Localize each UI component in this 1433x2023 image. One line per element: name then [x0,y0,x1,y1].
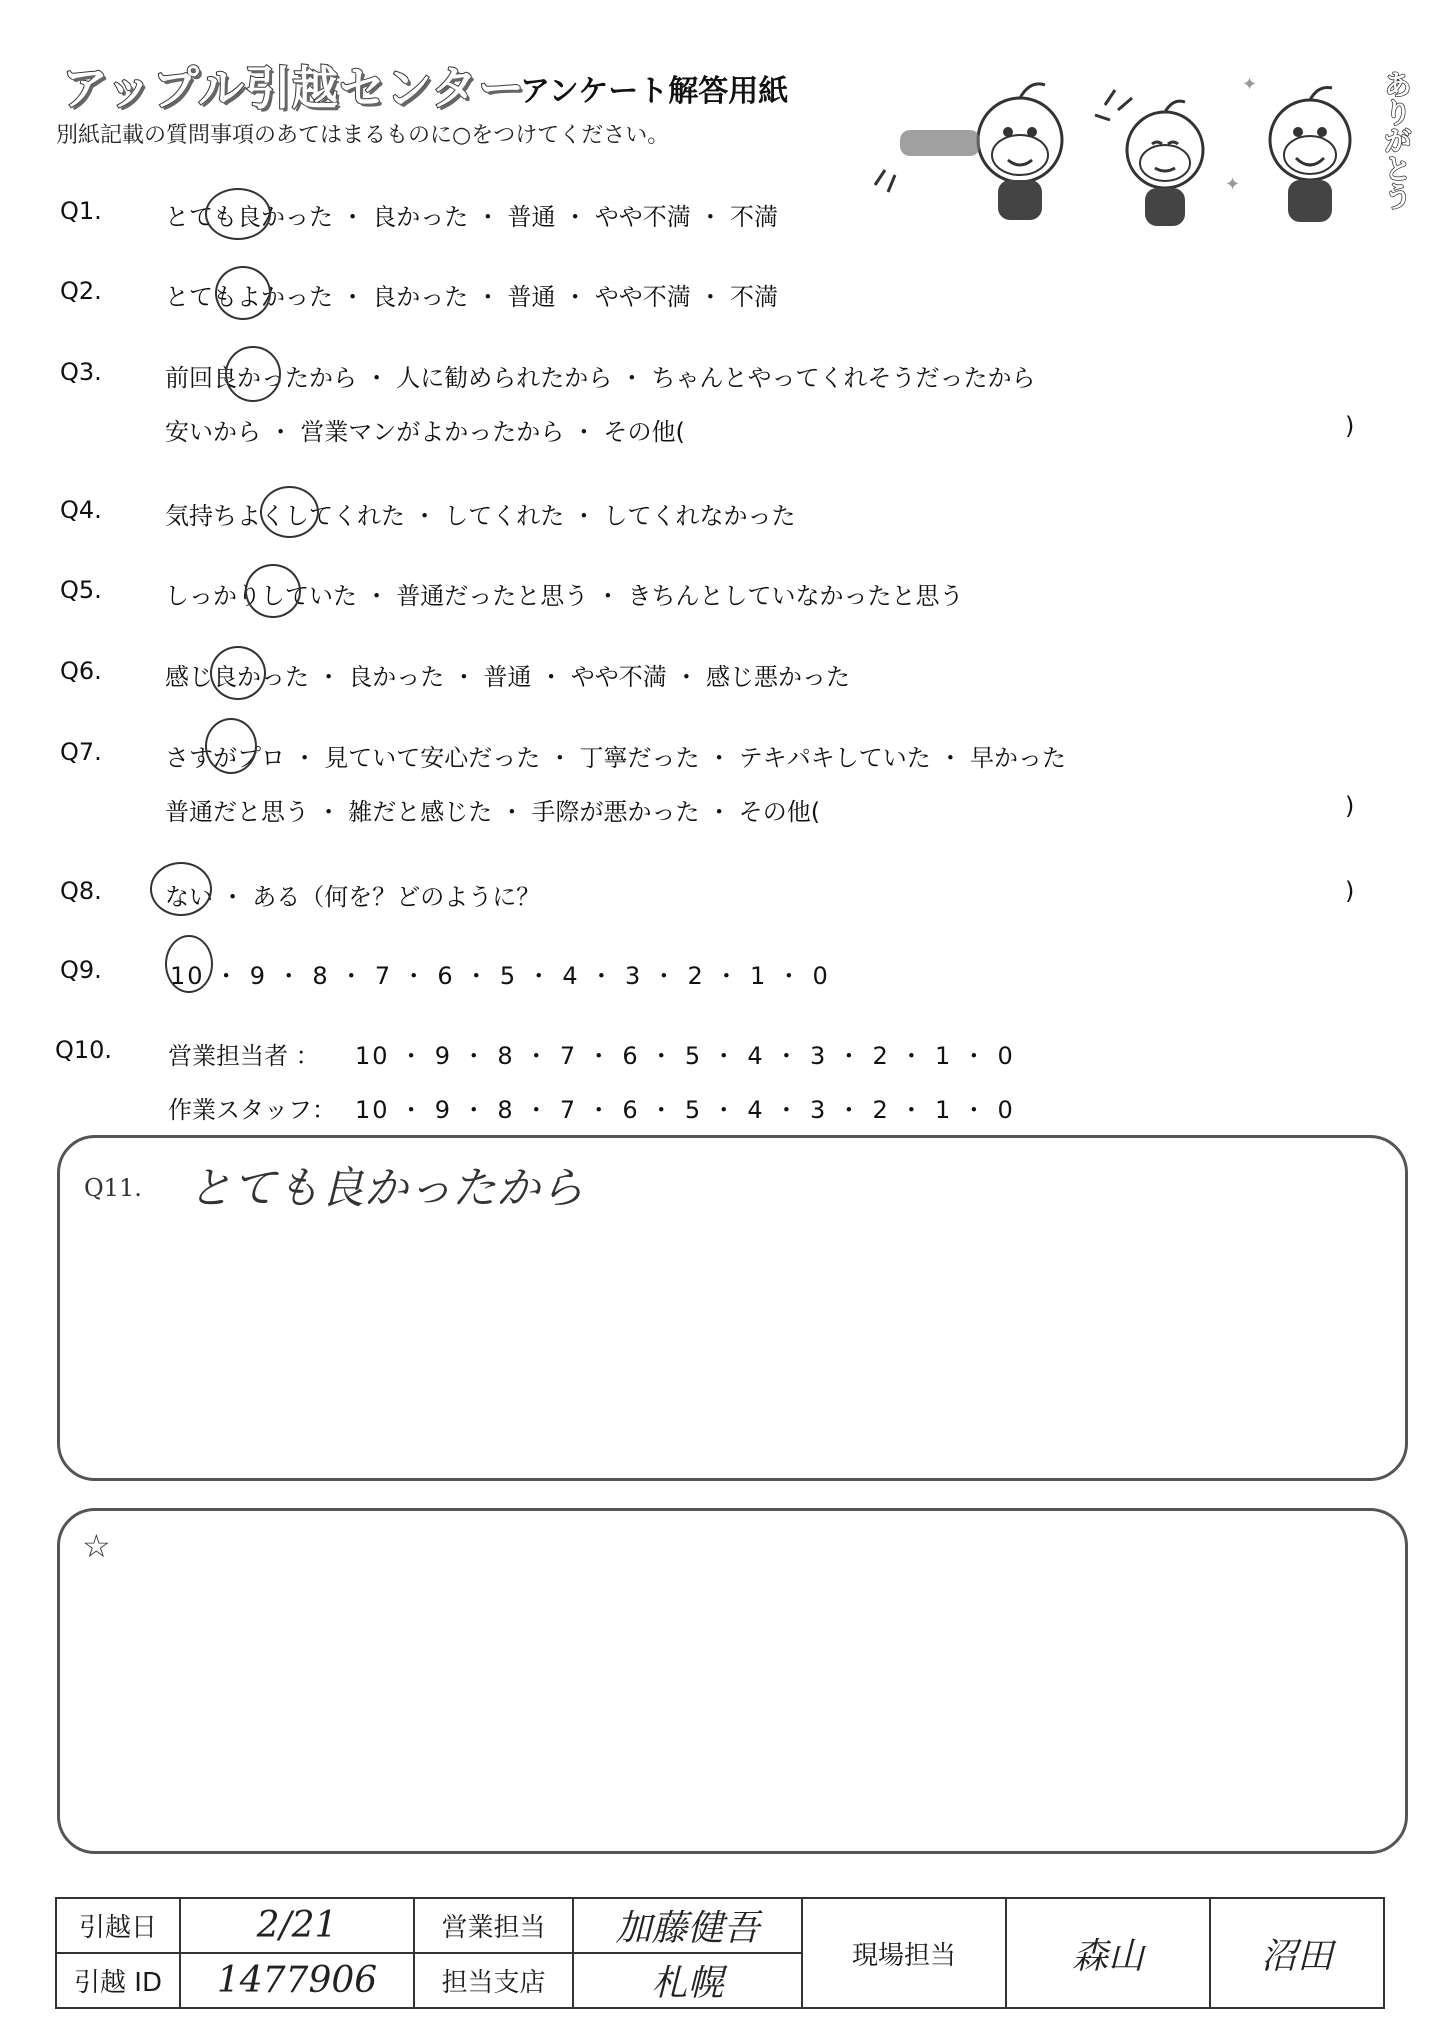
mascot-monkey-1 [875,84,1062,220]
move-date-label: 引越日 [56,1898,180,1953]
sales-rep-value: 加藤健吾 [573,1898,802,1953]
q8-answer-mark [150,862,212,916]
q7-options-line1[interactable]: さすがプロ ・ 見ていて安心だった ・ 丁寧だった ・ テキパキしていた ・ 早かった [165,744,1067,772]
q10-sales-scale[interactable]: 10 ・ 9 ・ 8 ・ 7 ・ 6 ・ 5 ・ 4 ・ 3 ・ 2 ・ 1 ・ 0 [355,1042,1015,1070]
q1-options[interactable]: とても良かった ・ 良かった ・ 普通 ・ やや不満 ・ 不満 [165,203,779,231]
q11-label: Q11. [84,1174,142,1202]
q4-answer-mark [260,486,319,538]
q2-answer-mark [215,266,271,320]
q6-options[interactable]: 感じ良かった ・ 良かった ・ 普通 ・ やや不満 ・ 感じ悪かった [165,663,851,691]
move-id-value: 1477906 [180,1953,414,2008]
move-id-label: 引越 ID [56,1953,180,2008]
branch-label: 担当支店 [414,1953,573,2008]
form-subtitle: アンケート解答用紙 [520,74,789,109]
q7-answer-mark [205,718,257,774]
q3-options-line1[interactable]: 前回良かったから ・ 人に勧められたから ・ ちゃんとやってくれそうだったから [165,364,1036,392]
q8-options[interactable]: ない ・ ある（何を？どのように？ [165,883,541,911]
q10-staff-scale[interactable]: 10 ・ 9 ・ 8 ・ 7 ・ 6 ・ 5 ・ 4 ・ 3 ・ 2 ・ 1 ・ 0 [355,1096,1015,1124]
q2-options[interactable]: とてもよかった ・ 良かった ・ 普通 ・ やや不満 ・ 不満 [165,283,779,311]
branch-value: 札幌 [573,1953,802,2008]
instruction-text: 別紙記載の質問事項のあてはまるものに○をつけてください。 [56,123,670,148]
q3-answer-mark [225,346,281,402]
site-staff-label: 現場担当 [802,1898,1006,2008]
q5-options[interactable]: しっかりしていた ・ 普通だったと思う ・ きちんとしていなかったと思う [165,582,964,610]
q10-sales-label: 営業担当者 ： [168,1042,320,1070]
q8-label: Q8. [60,877,102,905]
site-staff-2: 沼田 [1210,1898,1384,2008]
q3-options-line2[interactable]: 安いから ・ 営業マンがよかったから ・ その他( [165,418,685,446]
company-title: アップル引越センター [62,61,526,115]
svg-text:✦: ✦ [1225,174,1241,195]
q2-label: Q2. [60,277,102,305]
q5-label: Q5. [60,576,102,604]
q10-label: Q10. [55,1036,113,1064]
q3-close-paren: ) [1345,412,1355,440]
thanks-text: ありがとう [1380,70,1413,210]
q9-scale[interactable]: 10 ・ 9 ・ 8 ・ 7 ・ 6 ・ 5 ・ 4 ・ 3 ・ 2 ・ 1 ・ 0 [170,962,830,990]
q1-label: Q1. [60,197,102,225]
q1-answer-mark [205,188,271,240]
q11-answer-box[interactable] [57,1135,1408,1481]
move-date-value: 2/21 [180,1898,414,1953]
q5-answer-mark [245,564,301,618]
site-staff-1: 森山 [1006,1898,1210,2008]
q7-label: Q7. [60,738,102,766]
star-label: ☆ [82,1527,111,1565]
mascot-monkey-2 [1095,90,1203,226]
q11-handwritten-answer: とても良かったから [188,1163,584,1214]
q8-close-paren: ) [1345,877,1355,905]
footer-info-table [55,1897,1385,2009]
comment-box[interactable] [57,1508,1408,1854]
mascot-illustration [870,60,1400,240]
mascot-monkey-3 [1225,74,1350,222]
q6-answer-mark [210,646,266,700]
svg-text:✦: ✦ [1242,74,1258,95]
q9-label: Q9. [60,956,102,984]
sales-rep-label: 営業担当 [414,1898,573,1953]
q7-options-line2[interactable]: 普通だと思う ・ 雑だと感じた ・ 手際が悪かった ・ その他( [165,798,821,826]
q3-label: Q3. [60,358,102,386]
q6-label: Q6. [60,657,102,685]
q4-options[interactable]: 気持ちよくしてくれた ・ してくれた ・ してくれなかった [165,502,796,530]
q10-staff-label: 作業スタッフ： [168,1096,336,1124]
q9-answer-mark [165,935,213,993]
q7-close-paren: ) [1345,792,1355,820]
q4-label: Q4. [60,496,102,524]
